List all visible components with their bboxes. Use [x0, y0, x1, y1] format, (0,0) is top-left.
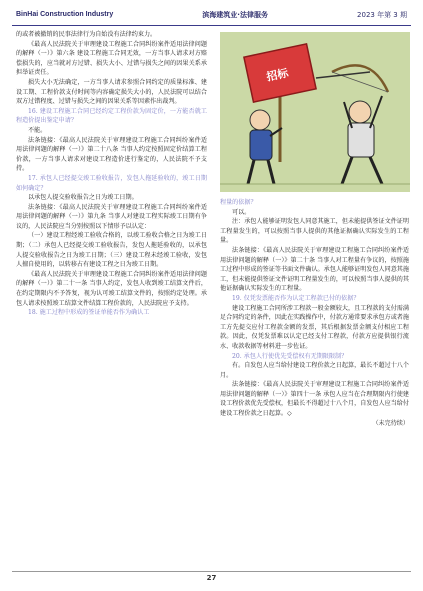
- tender-illustration: [220, 32, 410, 192]
- answer: 以承包人提交验收报告之日为竣工日期。: [28, 194, 138, 202]
- sign-label: 招标: [265, 66, 290, 84]
- tender-illustration-art: [220, 32, 410, 192]
- paragraph: 《最高人民法院关于审理建设工程施工合同纠纷案件适用法律问题的解释（一）》第二十一条 当事人约定，发包人收到竣工结算文件后，在约定期限内不予答复，视为认可竣工结算文件的，按照约定处理。承包人请求按照竣工结算文件结算工程价款的，人民法院应予支持。: [16, 270, 207, 307]
- page-number: 27: [206, 574, 217, 582]
- running-header: [12, 6, 411, 26]
- paragraph: 建设工程施工合同所涉工程款一般金额较大，且工程款的支付需满足合同约定的条件，因此在实践操作中，付款方通常要求承包方或者施工方先提交应付工程款金额的发票，其后根据发票金额支付相应工程款。因此，仅凭发票难以认定已经支付工程款，付款方应提供银行流水、收款收据等材料进一步佐证。: [220, 304, 409, 350]
- publication-name-en: BinHai Construction Industry: [16, 11, 114, 18]
- question-heading: 16. 建设工程施工合同已经约定工程价款为固定价，一方能否就工程造价提出鉴定申请？: [16, 107, 207, 125]
- question-heading-cont: 程量的依据？: [220, 199, 257, 206]
- paragraph: 法条链接：《最高人民法院关于审理建设工程施工合同纠纷案件适用法律问题的解释（一）》第九条 当事人对建设工程实际竣工日期有争议的，人民法院应当分别按照以下情形予以认定：: [16, 203, 207, 230]
- question-heading: 19. 仅凭发票能否作为认定工程款已付的依据？: [232, 294, 360, 302]
- footer-divider: [12, 571, 411, 572]
- answer: 可以。: [232, 208, 251, 216]
- question-heading: 17. 承包人已经提交竣工验收报告，发包人拖延验收的，竣工日期如何确定？: [16, 174, 207, 192]
- paragraph: 法条链接：《最高人民法院关于审理建设工程施工合同纠纷案件适用法律问题的解释（一）》第四十一条 承包人应当在合理期限内行使建设工程价款优先受偿权，但最长不得超过十八个月，自发包人应当给付建设工程价款之日起算。◇: [220, 381, 409, 418]
- paragraph: 《最高人民法院关于审理建设工程施工合同纠纷案件适用法律问题的解释（一）》第六条 建设工程施工合同无效，一方当事人请求对方赔偿损失的，应当就对方过错、损失大小、过错与损失之间的因果关系承担举证责任。: [16, 40, 207, 77]
- paragraph: （一）建设工程经竣工验收合格的，以竣工验收合格之日为竣工日期；（二）承包人已经提交竣工验收报告，发包人拖延验收的，以承包人提交验收报告之日为竣工日期；（三）建设工程未经竣工验收，发包人擅自使用的，以转移占有建设工程之日为竣工日期。: [16, 232, 207, 269]
- paragraph: 的或者被撤销的民事法律行为自始没有法律约束力。: [16, 31, 157, 38]
- question-heading: 20. 承包人行使优先受偿权有无期限限制？: [232, 352, 348, 360]
- answer: 不能。: [28, 126, 47, 134]
- paragraph: 损失大小无法确定，一方当事人请求参照合同约定的质量标准、建设工期、工程价款支付时间等内容确定损失大小的，人民法院可以结合双方过错程度、过错与损失之间的因果关系等因素作出裁判。: [16, 78, 207, 106]
- paragraph: 法条链接：《最高人民法院关于审理建设工程施工合同纠纷案件适用法律问题的解释（一）》第二十八条 当事人约定按照固定价结算工程价款，一方当事人请求对建设工程造价进行鉴定的，人民法院不予支持。: [16, 136, 207, 173]
- section-title: 滨海建筑业·法律服务: [202, 10, 268, 19]
- question-heading: 18. 施工过程中形成的签证单能否作为确认工: [28, 309, 150, 317]
- left-column: [16, 30, 207, 318]
- paragraph: 法条链接：《最高人民法院关于审理建设工程施工合同纠纷案件适用法律问题的解释（一）》第二十条 当事人对工程量有争议的，按照施工过程中形成的签证等书面文件确认。承包人能够证明发包人同意其施工，但未能提供签证文件证明工程量发生的，可以按照当事人提供的其他证据确认实际发生的工程量。: [220, 246, 409, 293]
- paragraph: 注：承包人能够证明发包人同意其施工，但未能提供签证文件证明工程量发生的，可以按照当事人提供的其他证据确认实际发生的工程量。: [220, 218, 409, 245]
- to-be-continued: （未完待续）: [372, 419, 409, 427]
- right-column: [220, 198, 409, 428]
- issue-number: 2023 年第 3 期: [357, 10, 407, 19]
- answer: 有。自发包人应当给付建设工程价款之日起算，最长不超过十八个月。: [220, 362, 409, 379]
